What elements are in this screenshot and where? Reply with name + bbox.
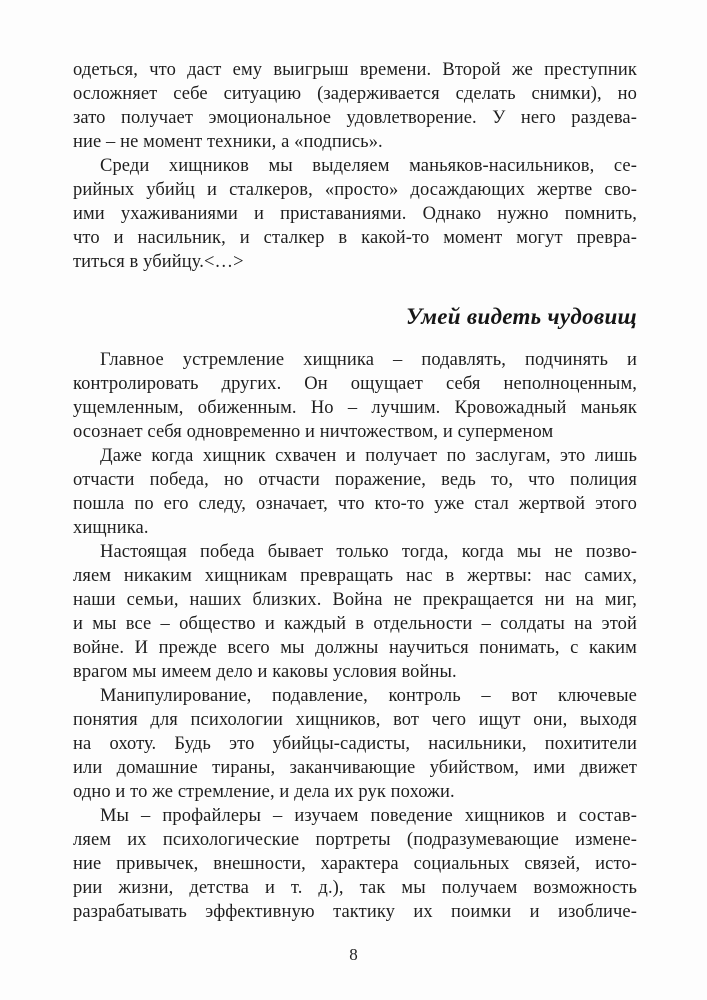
- text-line: зато получает эмоциональное удовлетворение. У него раздева-: [73, 108, 637, 128]
- text-line: хищника.: [73, 518, 149, 538]
- paragraph: [73, 58, 637, 154]
- text-line: что и насильник, и сталкер в какой-то момент могут превра-: [73, 228, 637, 248]
- text-line: Даже когда хищник схвачен и получает по заслугам, это лишь: [100, 446, 637, 466]
- text-line: одно и то же стремление, и дела их рук похожи.: [73, 782, 455, 802]
- text-line: Мы – профайлеры – изучаем поведение хищников и состав-: [100, 806, 637, 826]
- text-line: Манипулирование, подавление, контроль – вот ключевые: [100, 686, 637, 706]
- section-heading: Умей видеть чудовищ: [406, 304, 637, 329]
- text-line: осложняет себе ситуацию (задерживается сделать снимки), но: [73, 84, 637, 104]
- text-line: на охоту. Будь это убийцы-садисты, насильники, похитители: [73, 734, 637, 754]
- text-line: ляем их психологические портреты (подразумевающие измене-: [73, 830, 637, 850]
- paragraph: [73, 444, 637, 540]
- text-line: рийных убийц и сталкеров, «просто» досаждающих жертве сво-: [73, 180, 637, 200]
- text-line: врагом мы имеем дело и каковы условия войны.: [73, 662, 457, 682]
- text-line: понятия для психологии хищников, вот чего ищут они, выходя: [73, 710, 637, 730]
- paragraph: [73, 684, 637, 804]
- text-line: титься в убийцу.<…>: [73, 252, 244, 272]
- text-line: осознает себя одновременно и ничтожеством, и суперменом: [73, 422, 554, 442]
- text-line: ущемленным, обиженным. Но – лучшим. Кровожадный маньяк: [73, 398, 637, 418]
- text-line: ние привычек, внешности, характера социальных связей, исто-: [73, 854, 637, 874]
- text-line: и мы все – общество и каждый в отдельности – солдаты на этой: [73, 614, 637, 634]
- text-line: рии жизни, детства и т. д.), так мы получаем возможность: [73, 878, 637, 898]
- text-line: одеться, что даст ему выигрыш времени. Второй же преступник: [73, 60, 637, 80]
- paragraph: [73, 804, 637, 924]
- text-line: наши семьи, наших близких. Война не прекращается ни на миг,: [73, 590, 637, 610]
- text-line: войне. И прежде всего мы должны научиться понимать, с каким: [73, 638, 637, 658]
- text-line: или домашние тираны, заканчивающие убийством, ими движет: [73, 758, 637, 778]
- page-text: [73, 58, 637, 924]
- text-line: ляем никаким хищникам превращать нас в жертвы: нас самих,: [73, 566, 637, 586]
- paragraph: [73, 540, 637, 684]
- text-line: Главное устремление хищника – подавлять, подчинять и: [100, 350, 637, 370]
- text-line: ими ухаживаниями и приставаниями. Однако нужно помнить,: [73, 204, 637, 224]
- text-line: ние – не момент техники, а «подпись».: [73, 132, 383, 152]
- text-line: Настоящая победа бывает только тогда, когда мы не позво-: [100, 542, 637, 562]
- text-line: Среди хищников мы выделяем маньяков-насильников, се-: [100, 156, 637, 176]
- text-line: отчасти победа, но отчасти поражение, ведь то, что полиция: [73, 470, 637, 490]
- page-number: 8: [349, 945, 358, 964]
- text-line: разрабатывать эффективную тактику их поимки и изобличе-: [73, 902, 637, 922]
- paragraph: [73, 348, 637, 444]
- paragraph: [73, 154, 637, 274]
- text-line: контролировать других. Он ощущает себя неполноценным,: [73, 374, 637, 394]
- text-line: пошла по его следу, означает, что кто-то уже стал жертвой этого: [73, 494, 637, 514]
